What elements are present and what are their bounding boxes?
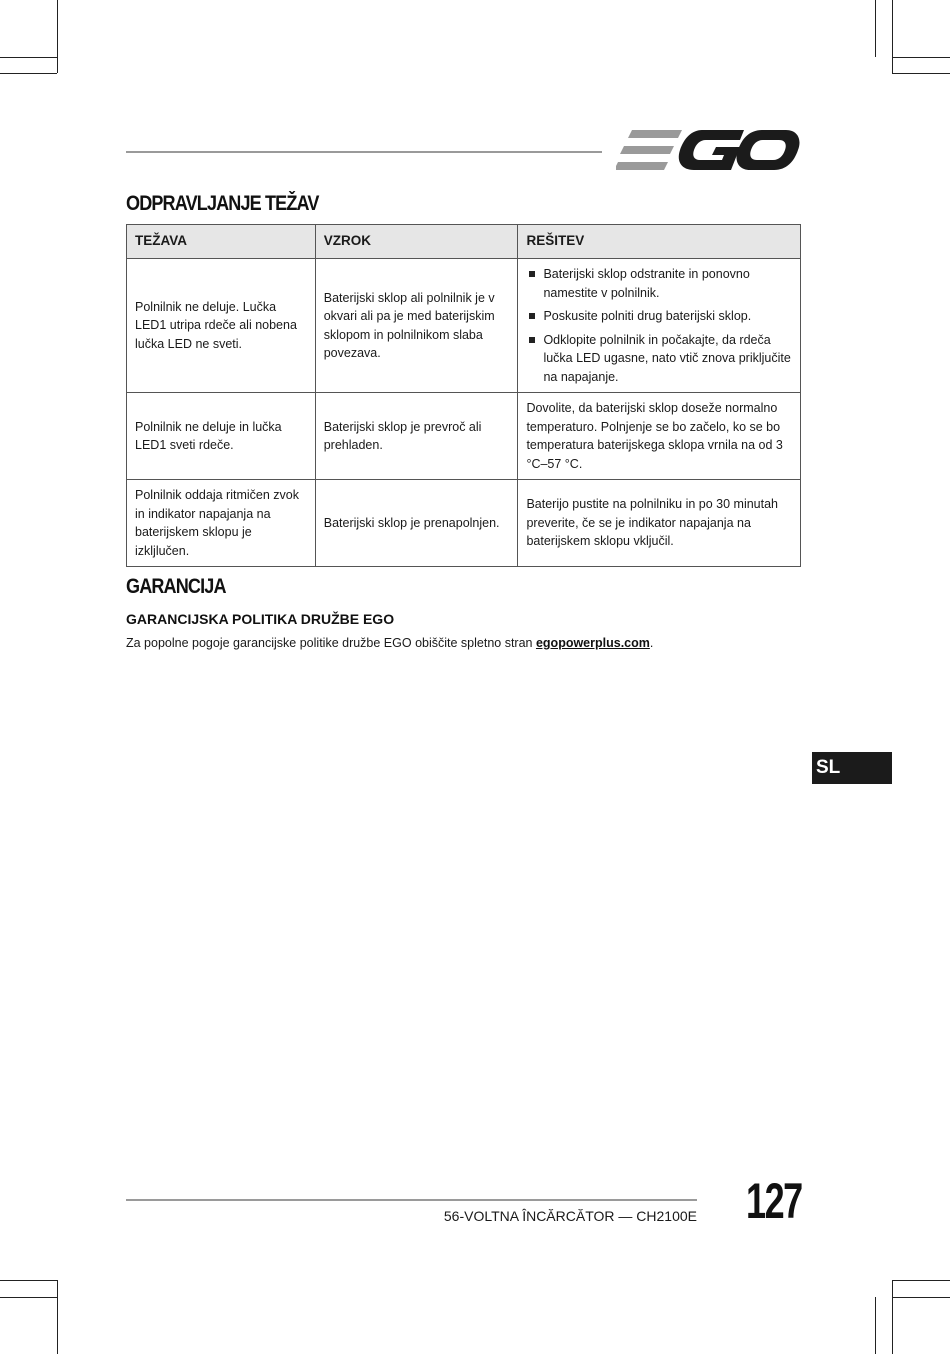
header-rule (126, 151, 602, 153)
language-tab: SL (812, 752, 892, 784)
warranty-subtitle: GARANCIJSKA POLITIKA DRUŽBE EGO (126, 611, 395, 627)
troubleshooting-table (126, 224, 801, 567)
crop-mark (57, 0, 58, 73)
crop-mark (57, 1280, 58, 1354)
cause-cell: Baterijski sklop je prevroč ali prehladen. (315, 393, 518, 480)
crop-mark (892, 0, 893, 73)
cause-cell: Baterijski sklop je prenapolnjen. (315, 480, 518, 567)
solution-item: Baterijski sklop odstranite in ponovno namestite v polnilnik. (526, 265, 792, 302)
solution-cell: Baterijo pustite na polnilniku in po 30 minutah preverite, če se je indikator napajanja na baterijskem sklopu vključil. (518, 480, 801, 567)
crop-mark (0, 1280, 57, 1281)
cause-cell: Baterijski sklop ali polnilnik je v okvari ali pa je med baterijskim sklopom in polnilnikom slaba povezava. (315, 259, 518, 393)
solution-cell (518, 259, 801, 393)
table-header-row (127, 225, 801, 259)
problem-cell: Polnilnik ne deluje. Lučka LED1 utripa rdeče ali nobena lučka LED ne sveti. (127, 259, 316, 393)
crop-mark (0, 1297, 57, 1298)
crop-mark (0, 57, 57, 58)
footer-product: 56-VOLTNA ÎNCĂRCĂTOR — CH2100E (443, 1208, 697, 1224)
warranty-text-end: . (649, 636, 654, 650)
crop-mark (892, 57, 950, 58)
column-header-solution: REŠITEV (518, 225, 801, 259)
warranty-title: GARANCIJA (126, 575, 226, 598)
column-header-cause: VZROK (315, 225, 518, 259)
table-row (127, 259, 801, 393)
troubleshooting-title: ODPRAVLJANJE TEŽAV (126, 192, 319, 215)
warranty-paragraph (126, 636, 653, 650)
crop-mark (892, 1280, 893, 1354)
column-header-problem: TEŽAVA (127, 225, 316, 259)
solution-cell: Dovolite, da baterijski sklop doseže normalno temperaturo. Polnjenje se bo začelo, ko se bo temperatura baterijskega sklopa vrnila na od 3 °C–57 °C. (518, 393, 801, 480)
crop-mark (892, 73, 950, 74)
warranty-link[interactable]: egopowerplus.com (535, 636, 650, 650)
crop-mark (875, 0, 876, 57)
problem-cell: Polnilnik ne deluje in lučka LED1 sveti rdeče. (127, 393, 316, 480)
problem-cell: Polnilnik oddaja ritmičen zvok in indikator napajanja na baterijskem sklopu je izkljlučen. (127, 480, 316, 567)
page-number: 127 (746, 1173, 802, 1229)
ego-logo (616, 128, 800, 172)
crop-mark (892, 1280, 950, 1281)
table-row (127, 480, 801, 567)
footer-rule (126, 1199, 697, 1201)
crop-mark (892, 1297, 950, 1298)
solution-list (526, 265, 792, 386)
warranty-text: Za popolne pogoje garancijske politike družbe EGO obiščite spletno stran (126, 636, 536, 650)
crop-mark (0, 73, 57, 74)
solution-item: Poskusite polniti drug baterijski sklop. (526, 307, 792, 326)
solution-item: Odklopite polnilnik in počakajte, da rdeča lučka LED ugasne, nato vtič znova priključite na napajanje. (526, 331, 792, 387)
crop-mark (875, 1297, 876, 1354)
table-row (127, 393, 801, 480)
